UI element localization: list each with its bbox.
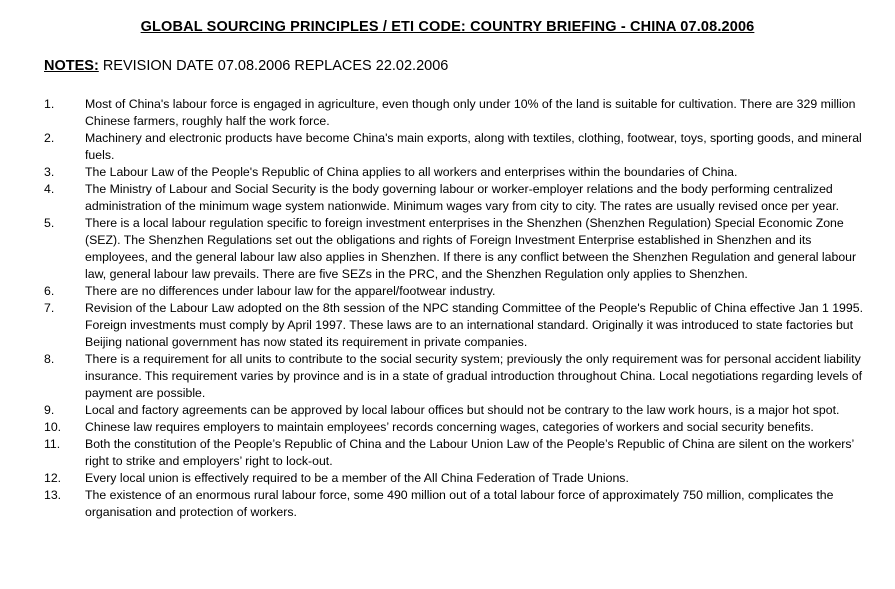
list-item (44, 283, 874, 300)
item-text: The Ministry of Labour and Social Security is the body governing labour or worker-employer relations and the body performing centralized administration of the minimum wage system nationwide. Minimum wages vary from city to city. The rates are usually revised once per year. (85, 182, 840, 213)
item-number: 11. (44, 437, 61, 451)
list-item (44, 130, 874, 164)
item-number: 3. (44, 165, 55, 179)
item-number: 5. (44, 216, 55, 230)
item-number: 12. (44, 471, 62, 485)
notes-text: REVISION DATE 07.08.2006 REPLACES 22.02.2006 (102, 58, 449, 74)
item-text: The existence of an enormous rural labour force, some 490 million out of a total labour force of approximately 750 million, complicates the organisation and protection of workers. (85, 488, 834, 519)
item-text: Every local union is effectively required to be a member of the All China Federation of Trade Unions. (85, 471, 629, 485)
item-number: 2. (44, 131, 55, 145)
item-text: Both the constitution of the People’s Republic of China and the Labour Union Law of the People’s Republic of China are silent on the workers’ right to strike and employers’ right to lock-out. (85, 437, 854, 468)
item-text: Local and factory agreements can be approved by local labour offices but should not be contrary to the law work hours, is a major hot spot. (85, 403, 840, 417)
item-text: The Labour Law of the People's Republic of China applies to all workers and enterprises within the boundaries of China. (85, 165, 738, 179)
item-number: 13. (44, 488, 62, 502)
item-number: 1. (44, 97, 55, 111)
list-item (44, 487, 874, 521)
item-number: 9. (44, 403, 55, 417)
item-text: Machinery and electronic products have become China's main exports, along with textiles, clothing, footwear, toys, sporting goods, and mineral fuels. (85, 131, 862, 162)
list-item (44, 164, 874, 181)
list-item (44, 436, 874, 470)
item-text: Chinese law requires employers to maintain employees’ records concerning wages, categories of workers and social security benefits. (85, 420, 814, 434)
document-title: GLOBAL SOURCING PRINCIPLES / ETI CODE: COUNTRY BRIEFING - CHINA 07.08.2006 (140, 19, 755, 35)
item-number: 10. (44, 420, 62, 434)
list-item (44, 300, 874, 351)
list-item (44, 215, 874, 283)
item-text: There is a local labour regulation specific to foreign investment enterprises in the Shenzhen (Shenzhen Regulation) Special Economic Zone (SEZ). The Shenzhen Regulations set out the obligations and rights of Foreign Investment Enterprise established in Shenzhen and its employees, and the general labour law also applies in Shenzhen. If there is any conflict between the Shenzhen Regulation and general labour law, general labour law prevails. There are five SEZs in the PRC, and the Shenzhen Regulation only applies to Shenzhen. (85, 216, 857, 281)
item-number: 6. (44, 284, 55, 298)
item-text: Revision of the Labour Law adopted on the 8th session of the NPC standing Committee of the People's Republic of China effective Jan 1 1995. Foreign investments must comply by April 1997. These laws are to an international standard. Originally it was introduced to state factories but Beijing national government has now stated its requirement in private companies. (85, 301, 863, 349)
briefing-list (44, 96, 874, 521)
item-number: 4. (44, 182, 55, 196)
item-text: There are no differences under labour law for the apparel/footwear industry. (85, 284, 496, 298)
item-number: 8. (44, 352, 55, 366)
list-item (44, 351, 874, 402)
revision-notes (44, 58, 448, 74)
item-number: 7. (44, 301, 55, 315)
item-text: There is a requirement for all units to contribute to the social security system; previously the only requirement was for personal accident liability insurance. This requirement varies by province and is in a state of gradual introduction throughout China. Local negotiations regarding levels of payment are possible. (85, 352, 862, 400)
list-item (44, 419, 874, 436)
list-item (44, 96, 874, 130)
list-item (44, 181, 874, 215)
notes-label: NOTES: (44, 58, 99, 74)
list-item (44, 402, 874, 419)
item-text: Most of China's labour force is engaged in agriculture, even though only under 10% of the land is suitable for cultivation. There are 329 million Chinese farmers, roughly half the work force. (85, 97, 856, 128)
list-item (44, 470, 874, 487)
